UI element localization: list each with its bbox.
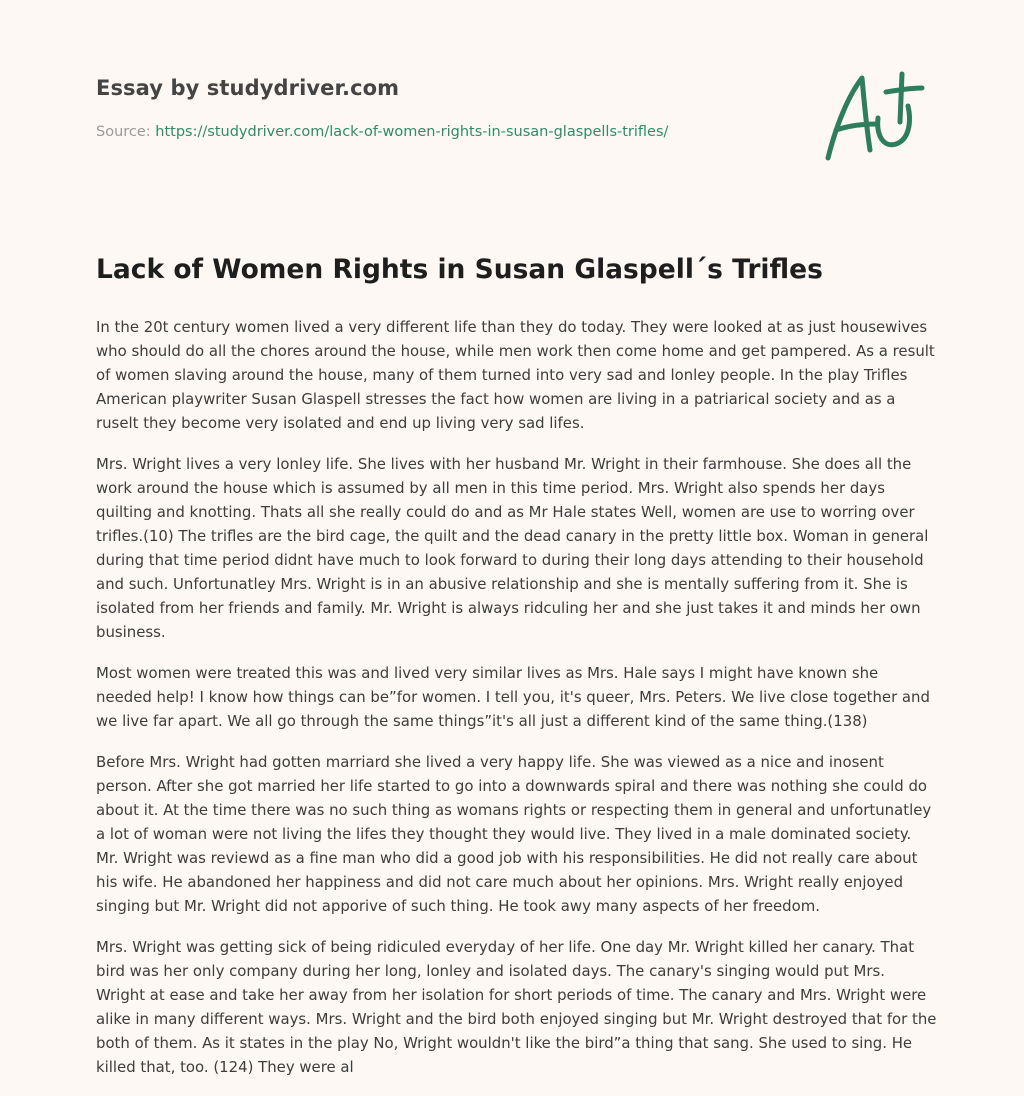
header-title: Essay by studydriver.com bbox=[96, 76, 400, 100]
essay-title: Lack of Women Rights in Susan Glaspell´s Trifles bbox=[96, 254, 823, 285]
source-label: Source: bbox=[96, 124, 156, 140]
paragraph: Mrs. Wright was getting sick of being ridiculed everyday of her life. One day Mr. Wright killed her canary. That bird was her only company during her long, lonley and isolated days. The canary's singing would put Mrs. Wright at ease and take her away from her isolation for short periods of time. The canary and Mrs. Wright were alike in many different ways. Mrs. Wright and the bird both enjoyed singing but Mr. Wright destroyed that for the both of them. As it states in the play No, Wright wouldn't like the bird”a thing that sang. She used to sing. He killed that, too. (124) They were al bbox=[96, 938, 937, 1076]
paragraph: Before Mrs. Wright had gotten marriard she lived a very happy life. She was viewed as a nice and inosent person. After she got married her life started to go into a downwards spiral and there was nothing she could do about it. At the time there was no such thing as womans rights or respecting them in general and unfortunatley a lot of woman were not living the lifes they thought they would live. They lived in a male dominated society. Mr. Wright was reviewd as a fine man who did a good job with his responsibilities. He did not really care about his wife. He abandoned her happiness and did not care much about her opinions. Mrs. Wright really enjoyed singing but Mr. Wright did not apporive of such thing. He took awy many aspects of her freedom. bbox=[96, 753, 932, 915]
a-plus-grade-icon bbox=[818, 66, 930, 166]
paragraph: Most women were treated this was and lived very similar lives as Mrs. Hale says I might have known she needed help! I know how things can be”for women. I tell you, it's queer, Mrs. Peters. We live close together and we live far apart. We all go through the same things”it's all just a different kind of the same thing.(138) bbox=[96, 664, 930, 730]
source-link[interactable]: https://studydriver.com/lack-of-women-rights-in-susan-glaspells-trifles/ bbox=[155, 124, 669, 140]
paragraph: Mrs. Wright lives a very lonley life. She lives with her husband Mr. Wright in their farmhouse. She does all the work around the house which is assumed by all men in this time period. Mrs. Wright also spends her days quilting and knotting. Thats all she really could do and as Mr Hale states Well, women are use to worring over trifles.(10) The trifles are the bird cage, the quilt and the dead canary in the pretty little box. Woman in general during that time period didnt have much to look forward to during their long days attending to their household and such. Unfortunatley Mrs. Wright is in an abusive relationship and she is mentally suffering from it. She is isolated from her friends and family. Mr. Wright is always ridculing her and she just takes it and minds her own business. bbox=[96, 455, 929, 641]
source-line bbox=[96, 124, 668, 140]
paragraph: In the 20t century women lived a very different life than they do today. They were looked at as just housewives who should do all the chores around the house, while men work then come home and get pampered. As a result of women slaving around the house, many of them turned into very sad and lonley people. In the play Trifles American playwriter Susan Glaspell stresses the fact how women are living in a patriarical society and as a ruselt they become very isolated and end up living very sad lifes. bbox=[96, 318, 935, 432]
logo bbox=[818, 66, 930, 166]
essay-body bbox=[96, 315, 938, 1096]
